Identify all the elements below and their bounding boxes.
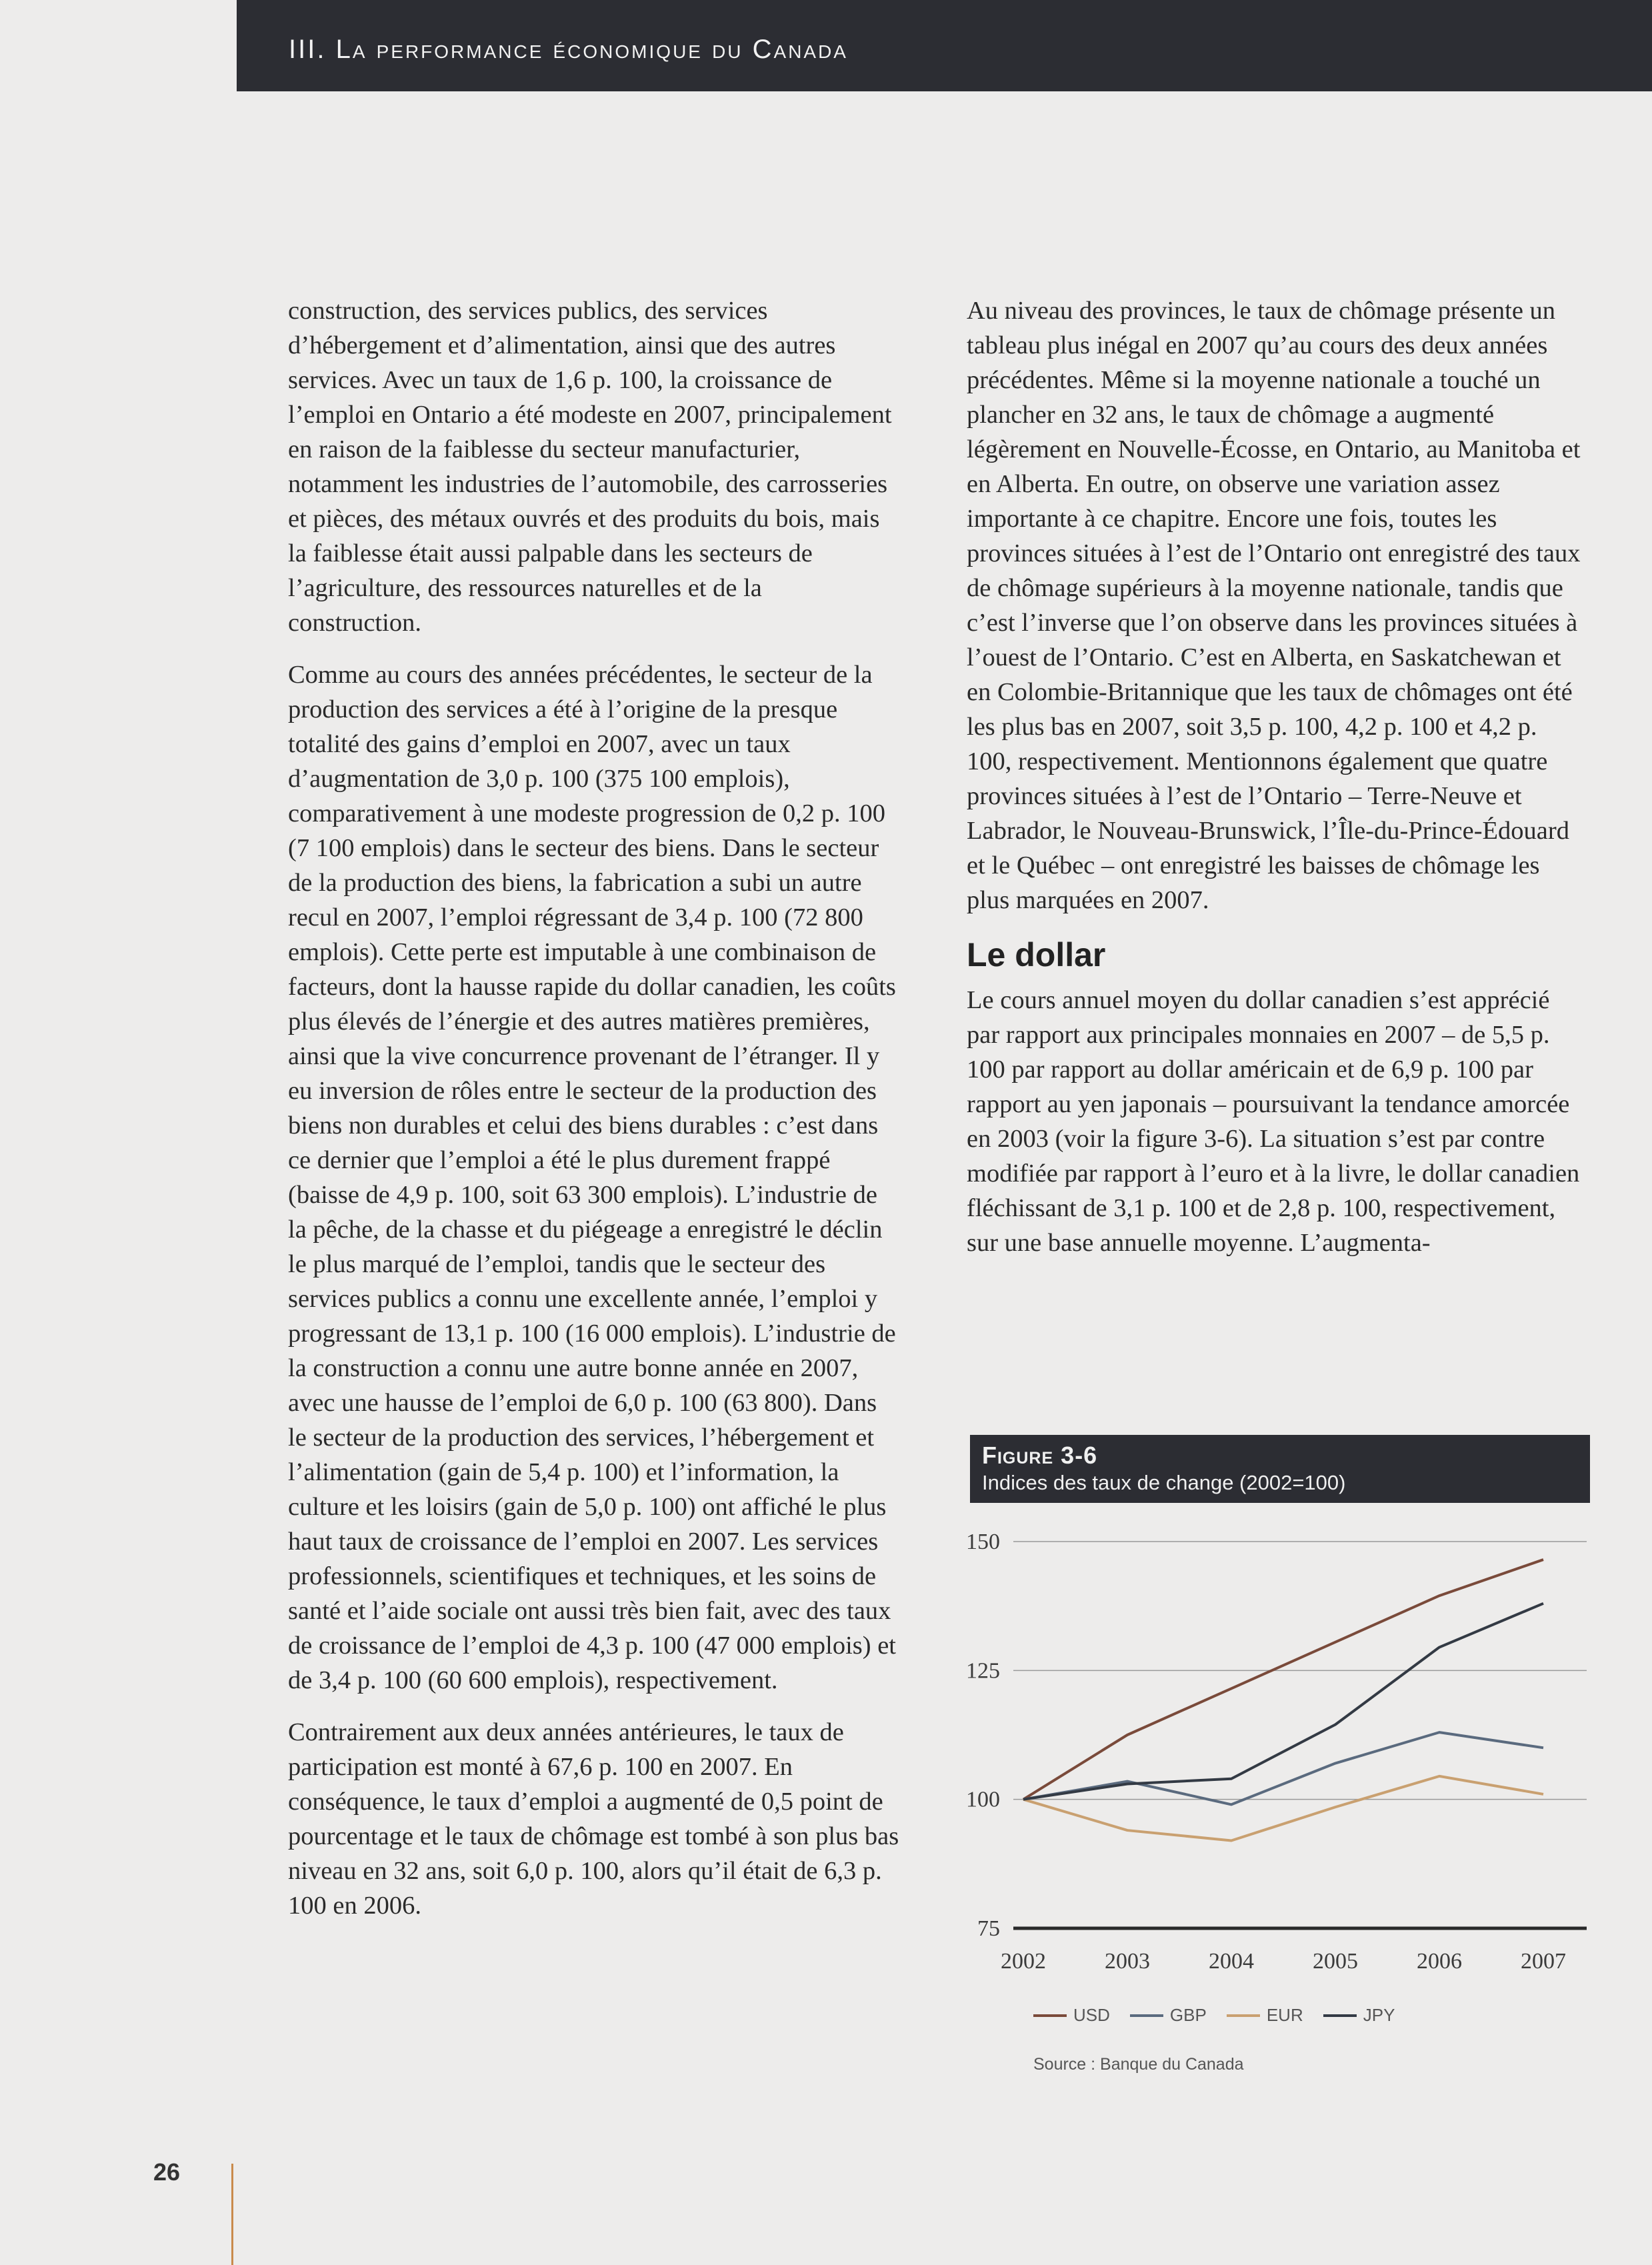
series-line-gbp bbox=[1023, 1732, 1543, 1804]
legend-item-eur bbox=[1227, 2005, 1303, 2026]
header-band bbox=[237, 0, 1652, 91]
x-tick-label: 2002 bbox=[1001, 1949, 1046, 1974]
x-tick-label: 2005 bbox=[1313, 1949, 1358, 1974]
header-title: III. La performance économique du Canada bbox=[289, 35, 848, 64]
paragraph: Contrairement aux deux années antérieures, le taux de participation est monté à 67,6 p. 100 en 2007. En conséquence, le taux d’emploi a augmenté de 0,5 point de pourcentage et le taux de chômage est tombé à son plus bas niveau en 32 ans, soit 6,0 p. 100, alors qu’il était de 6,3 p. 100 en 2006. bbox=[288, 1718, 899, 1920]
legend-swatch bbox=[1227, 2014, 1260, 2017]
y-tick-label: 125 bbox=[966, 1658, 1000, 1684]
legend-swatch bbox=[1130, 2014, 1163, 2017]
x-tick-label: 2004 bbox=[1209, 1949, 1254, 1974]
y-tick-label: 75 bbox=[977, 1916, 1000, 1941]
x-tick-label: 2006 bbox=[1417, 1949, 1462, 1974]
x-tick-label: 2007 bbox=[1521, 1949, 1566, 1974]
paragraph: Comme au cours des années précédentes, le secteur de la production des services a été à l’origine de la presque totalité des gains d’emploi en 2007, avec un taux d’augmentation de 3,0 p. 100 (375 100 emplois), comparativement à une modeste progression de 0,2 p. 100 (7 100 emplois) dans le secteur des biens. Dans le secteur de la production des biens, la fabrication a subi un autre recul en 2007, l’emploi régressant de 3,4 p. 100 (72 800 emplois). Cette perte est imputable à une combinaison de facteurs, dont la hausse rapide du dollar canadien, les coûts plus élevés de l’énergie et des autres matières premières, ainsi que la vive concurrence provenant de l’étranger. Il y eu inversion de rôles entre le secteur de la production des biens non durables et celui des biens durables : c’est dans ce dernier que l’emploi a été le plus durement frappé (baisse de 4,9 p. 100, soit 63 300 emplois). L’industrie de la pêche, de la chasse et du piégeage a enregistré le déclin le plus marqué de l’emploi, tandis que le secteur des services publics a connu une excellente année, l’emploi y progressant de 13,1 p. 100 (16 000 emplois). L’industrie de la construction a connu une autre bonne année en 2007, avec une hausse de l’emploi de 6,0 p. 100 (63 800). Dans le secteur de la production des services, l’hébergement et l’alimentation (gain de 5,4 p. 100) et l’information, la culture et les loisirs (gain de 5,0 p. 100) ont affiché le plus haut taux de croissance de l’emploi en 2007. Les services professionnels, scientifiques et techniques, et les soins de santé et l’aide sociale ont aussi très bien fait, avec des taux de croissance de l’emploi de 4,3 p. 100 (47 000 emplois) et de 3,4 p. 100 (60 600 emplois), respectivement. bbox=[288, 661, 897, 1694]
legend-label: GBP bbox=[1169, 2005, 1207, 2025]
left-column bbox=[288, 293, 901, 1940]
legend-swatch bbox=[1323, 2014, 1357, 2017]
paragraph: construction, des services publics, des services d’hébergement et d’alimentation, ainsi que des autres services. Avec un taux de 1,6 p. 100, la croissance de l’emploi en Ontario a été modeste en 2007, principalement en raison de la faiblesse du secteur manufacturier, notamment les industries de l’automobile, des carrosseries et pièces, des métaux ouvrés et des produits du bois, mais la faiblesse était aussi palpable dans les secteurs de l’agriculture, des ressources naturelles et de la construction. bbox=[288, 297, 892, 637]
figure-source: Source : Banque du Canada bbox=[1033, 2055, 1244, 2074]
paragraph: Le cours annuel moyen du dollar canadien s’est apprécié par rapport aux principales monnaies en 2007 – de 5,5 p. 100 par rapport au dollar américain et de 6,9 p. 100 par rapport au yen japonais – poursuivant la tendance amorcée en 2003 (voir la figure 3-6). La situation s’est par contre modifiée par rapport à l’euro et à la livre, le dollar canadien fléchissant de 3,1 p. 100 et de 2,8 p. 100, respectivement, sur une base annuelle moyenne. L’augmenta- bbox=[967, 986, 1580, 1257]
figure-3-6 bbox=[966, 1435, 1590, 2074]
legend-label: EUR bbox=[1266, 2005, 1303, 2025]
section-heading: Le dollar bbox=[967, 936, 1106, 973]
paragraph: Au niveau des provinces, le taux de chômage présente un tableau plus inégal en 2007 qu’au cours des deux années précédentes. Même si la moyenne nationale a touché un plancher en 32 ans, le taux de chômage a augmenté légèrement en Nouvelle-Écosse, en Ontario, au Manitoba et en Alberta. En outre, on observe une variation assez importante à ce chapitre. Encore une fois, toutes les provinces situées à l’est de l’Ontario ont enregistré des taux de chômage supérieurs à la moyenne nationale, tandis que c’est l’inverse que l’on observe dans les provinces situées à l’ouest de l’Ontario. C’est en Alberta, en Saskatchewan et en Colombie-Britannique que les taux de chômages ont été les plus bas en 2007, soit 3,5 p. 100, 4,2 p. 100 et 4,2 p. 100, respectivement. Mentionnons également que quatre provinces situées à l’est de l’Ontario – Terre-Neuve et Labrador, le Nouveau-Brunswick, l’Île-du-Prince-Édouard et le Québec – ont enregistré les baisses de chômage les plus marquées en 2007. bbox=[967, 297, 1581, 914]
right-column bbox=[967, 293, 1587, 1278]
figure-label: Figure 3-6 bbox=[982, 1442, 1098, 1469]
legend-label: USD bbox=[1073, 2005, 1110, 2025]
x-tick-label: 2003 bbox=[1105, 1949, 1150, 1974]
legend-item-gbp bbox=[1130, 2005, 1207, 2026]
chart-legend bbox=[1033, 2005, 1395, 2026]
legend-item-usd bbox=[1033, 2005, 1110, 2026]
legend-swatch bbox=[1033, 2014, 1067, 2017]
legend-item-jpy bbox=[1323, 2005, 1395, 2026]
figure-header bbox=[970, 1435, 1590, 1503]
y-tick-label: 100 bbox=[966, 1787, 1000, 1812]
page-rule bbox=[231, 2164, 233, 2265]
legend-label: JPY bbox=[1363, 2005, 1395, 2025]
series-line-jpy bbox=[1023, 1604, 1543, 1800]
y-tick-label: 150 bbox=[966, 1530, 1000, 1554]
figure-caption: Indices des taux de change (2002=100) bbox=[982, 1471, 1346, 1494]
line-chart bbox=[966, 1508, 1590, 1988]
page-number: 26 bbox=[153, 2158, 181, 2186]
series-line-usd bbox=[1023, 1560, 1543, 1800]
